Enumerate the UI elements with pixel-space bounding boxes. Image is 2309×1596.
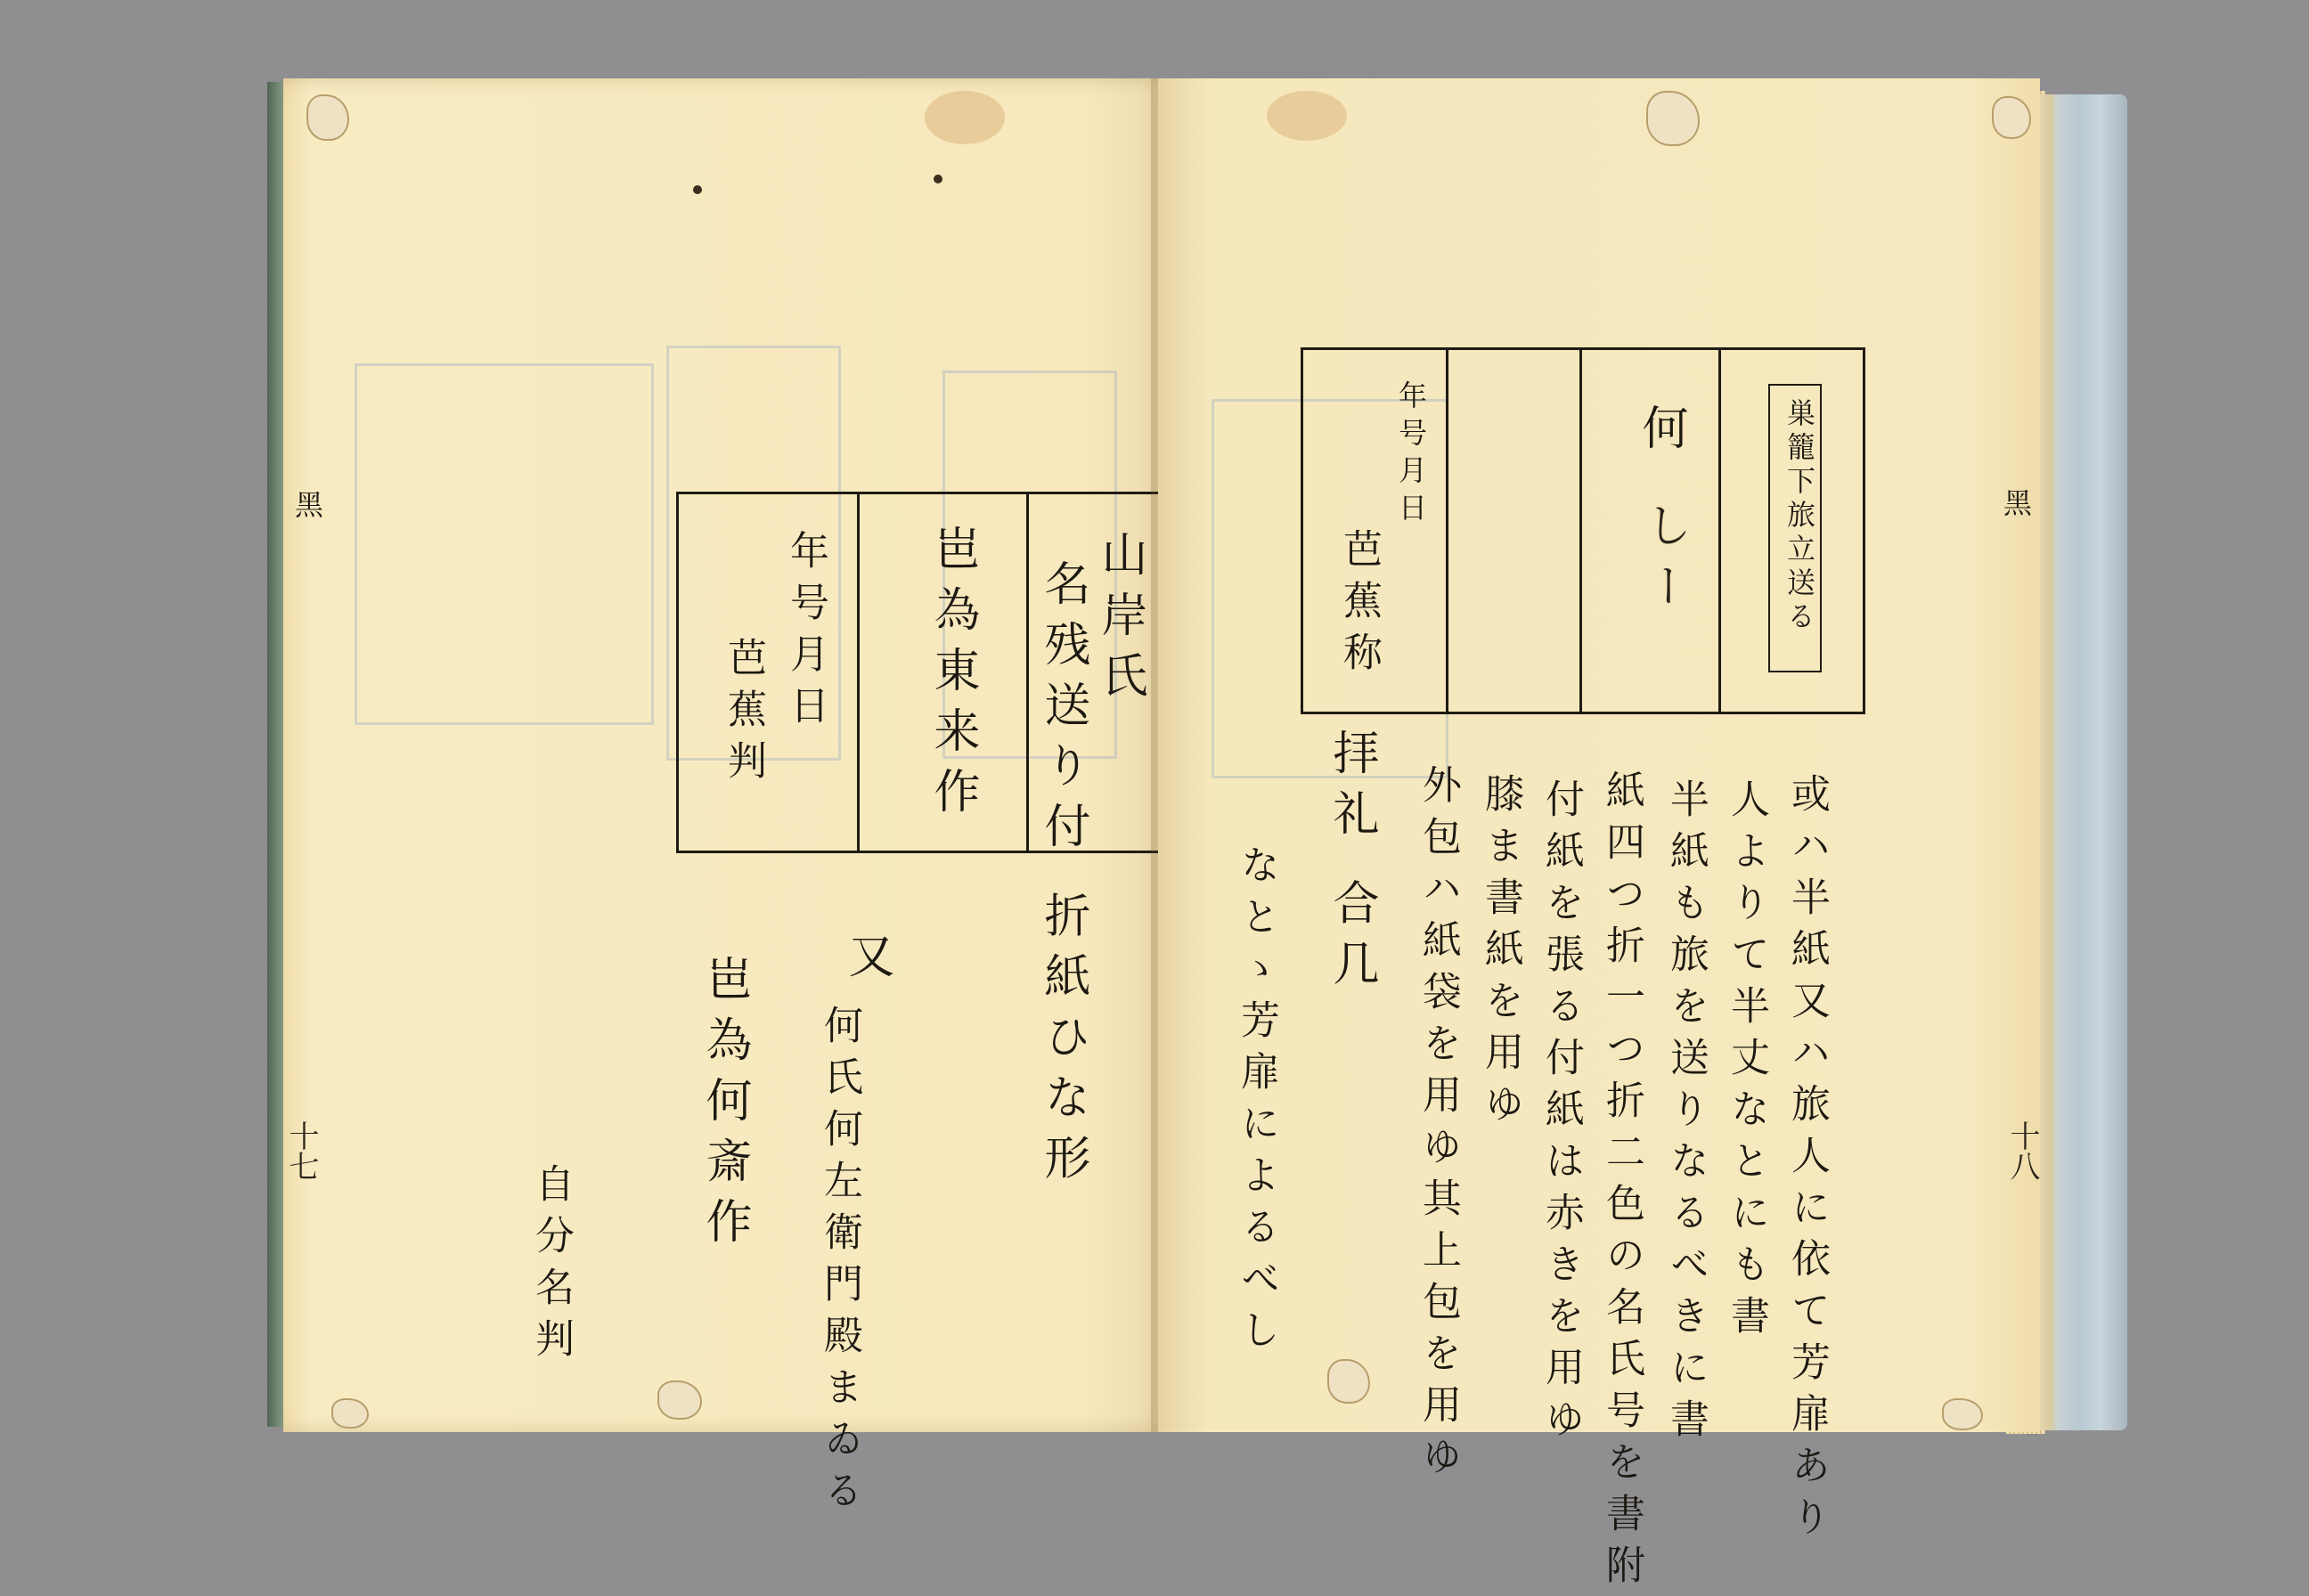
margin-label: 黑 (290, 490, 324, 527)
page-number: 十七 (283, 1120, 319, 1181)
body-line: 外包ハ紙袋を用ゆ其上包を用ゆ (1416, 764, 1461, 1487)
binding-hole (934, 175, 942, 183)
column-divider (1718, 350, 1721, 712)
paper-wear (657, 1380, 702, 1420)
body-line: 膝ま書紙を用ゆ (1478, 773, 1523, 1135)
form-title: 巣籠下旅立送る (1783, 398, 1816, 635)
date-placeholder: 年号月日 (1394, 380, 1428, 530)
column-divider (1026, 494, 1029, 851)
address-form-box (676, 492, 1213, 853)
body-line: 紙四つ折一つ折二色の名氏号を書附 (1599, 770, 1644, 1596)
binding-hole (693, 185, 702, 194)
alt-judge: 自分名判 (528, 1163, 574, 1370)
alt-heading: 又 (840, 932, 893, 992)
title-label-box (1768, 384, 1822, 672)
body-line: 人よりて半丈なとにも書 (1724, 778, 1769, 1347)
blank-line-mark: しー (1637, 501, 1691, 623)
paper-wear (306, 94, 349, 141)
signature: 芭蕉称 (1336, 528, 1382, 683)
column-divider (1579, 350, 1582, 712)
author-name: 岜為東来作 (926, 525, 979, 827)
addressee-name: 山岸氏 (1093, 530, 1146, 712)
judge-seal: 芭蕉判 (721, 637, 766, 792)
paper-wear (1942, 1398, 1983, 1430)
body-line: 半紙も旅を送りなるべきに書 (1663, 778, 1709, 1450)
body-line: 付紙を張る付紙は赤きを用ゆ (1538, 778, 1584, 1450)
paper-wear (331, 1398, 369, 1429)
alt-author: 岜為何斎作 (698, 955, 751, 1258)
paper-wear (1646, 91, 1700, 146)
open-book (267, 78, 2129, 1596)
column-divider (1446, 350, 1448, 712)
send-off-form-box (1301, 347, 1865, 714)
margin-label: 黑 (1999, 488, 2033, 525)
closing-phrase: 拝礼 合几 (1325, 729, 1378, 1000)
right-page (1158, 78, 2040, 1596)
column-divider (857, 494, 860, 851)
paper-wear (1992, 96, 2031, 139)
paper-stain (925, 91, 1005, 144)
date-placeholder: 年号月日 (783, 530, 828, 737)
subject-placeholder: 何 (1634, 403, 1687, 464)
page-number: 十八 (2004, 1120, 2040, 1181)
alt-addressee: 何氏何左衛門殿まゐる (817, 1005, 862, 1521)
form-heading: 名残送り付 折紙ひな形 (1036, 559, 1089, 1194)
body-line: 或ハ半紙又ハ旅人に依て芳扉あり (1784, 773, 1830, 1548)
paper-stain (1267, 91, 1347, 141)
book-cover-right (2038, 94, 2127, 1430)
left-page (283, 78, 1174, 1521)
paper-wear (1327, 1359, 1370, 1404)
note-line: なとゝ芳扉によるべし (1234, 844, 1279, 1361)
show-through-frame (355, 363, 654, 725)
